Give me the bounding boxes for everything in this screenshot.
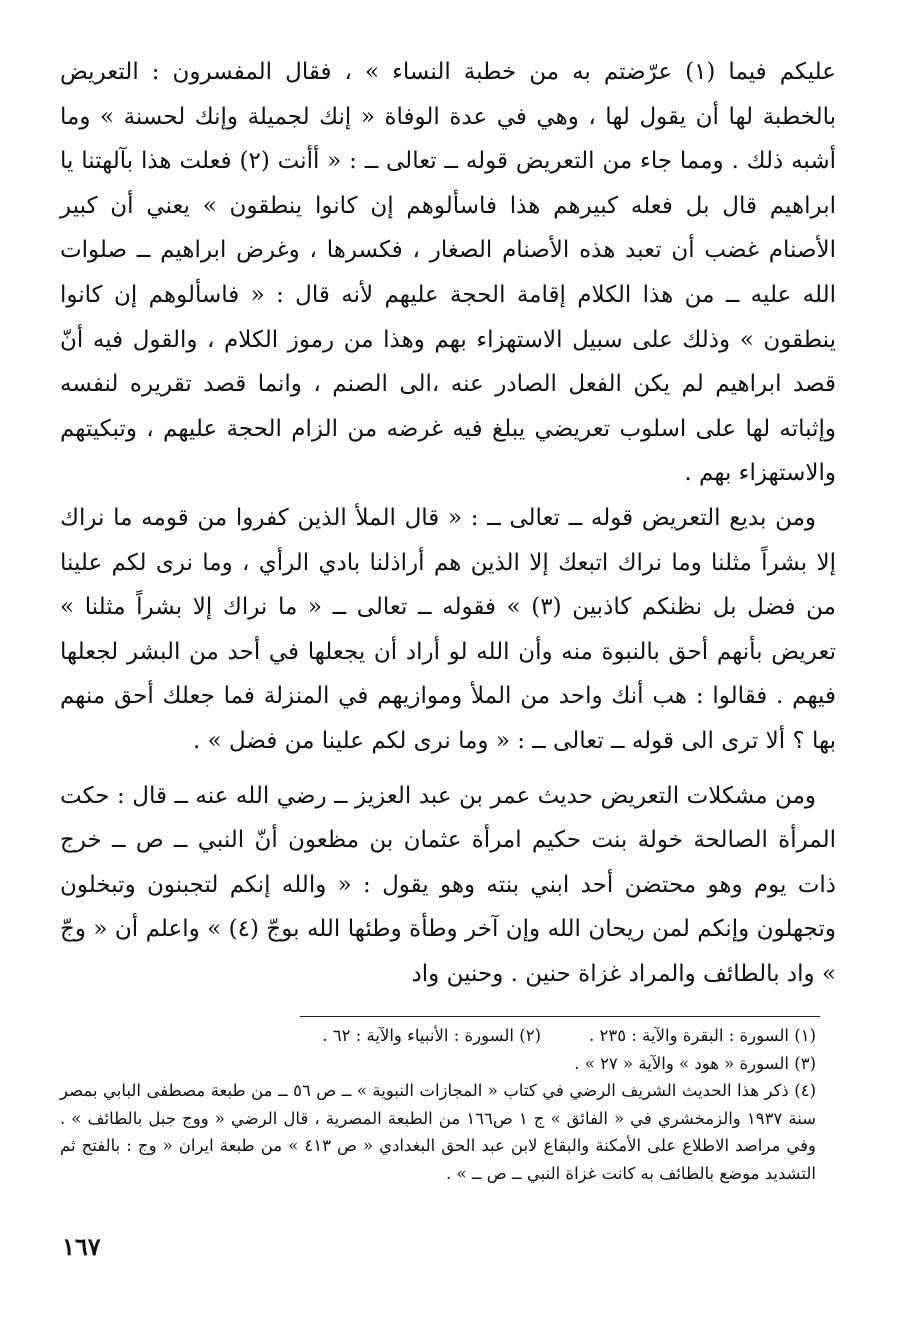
footnote-1: (١) السورة : البقرة والآية : ٢٣٥ .: [589, 1026, 816, 1045]
footnote-4: (٤) ذكر هذا الحديث الشريف الرضي في كتاب « المجازات النبوية » ــ ص ٥٦ ــ من طبعة مصطفى البابي بمصر سنة ١٩٣٧ والزمخشري في « الفائق » ج ١ ص١٦٦ من الطبعة المصرية ، قال الرضي « ووج جبل بالطائف » . وفي مراصد الاطلاع على الأمكنة والبقاع لابن عبد الحق البغدادي « ص ٤١٣ » من طبعة ايران « وج : بالفتح ثم التشديد موضع بالطائف به كانت غزاة النبي ــ ص ــ » .: [60, 1081, 817, 1183]
page-number: ١٦٧: [62, 1232, 101, 1261]
paragraph-1: عليكم فيما (١) عرّضتم به من خطبة النساء » ، فقال المفسرون : التعريض بالخطبة لها أن يقول لها ، وهي في عدة الوفاة « إنك لجميلة وإنك لحسنة » وما أشبه ذلك . ومما جاء من التعريض قوله ــ تعالى ــ : « أأنت (٢) فعلت هذا بآلهتنا يا ابراهيم قال بل فعله كبيرهم هذا فاسألوهم إن كانوا ينطقون » يعني أن كبير الأصنام غضب أن تعبد هذه الأصنام الصغار ، فكسرها ، وغرض ابراهيم ــ صلوات الله عليه ــ من هذا الكلام إقامة الحجة عليهم لأنه قال : « فاسألوهم إن كانوا ينطقون » وذلك على سبيل الاستهزاء بهم وهذا من رموز الكلام ، والقول فيه أنّ قصد ابراهيم لم يكن الفعل الصادر عنه ،الى الصنم ، وانما قصد تقريره لنفسه وإثباته لها على اسلوب تعريضي يبلغ فيه غرضه من الزام الحجة عليهم ، وتبكيتهم والاستهزاء بهم .: [60, 59, 837, 487]
footnotes: [60, 1022, 838, 1187]
footnote-row-1: [60, 1022, 838, 1050]
footnote-row-2: [60, 1050, 838, 1078]
footnote-2: (٢) السورة : الأنبياء والآية : ٦٢ .: [322, 1026, 541, 1045]
main-text: [60, 50, 836, 996]
paragraph-2: ومن بديع التعريض قوله ــ تعالى ــ : « قال الملأ الذين كفروا من قومه ما نراك إلا بشراً مثلنا وما نراك اتبعك إلا الذين هم أراذلنا بادي الرأي ، وما نرى لكم علينا من فضل بل نظنكم كاذبين (٣) » فقوله ــ تعالى ــ « ما نراك إلا بشراً مثلنا » تعريض بأنهم أحق بالنبوة منه وأن الله لو أراد أن يجعلها في أحد من البشر لجعلها فيهم . فقالوا : هب أنك واحد من الملأ وموازيهم في المنزلة فما جعلك أحق منهم بها ؟ ألا ترى الى قوله ــ تعالى ــ : « وما نرى لكم علينا من فضل » .: [60, 504, 836, 754]
footnote-separator: [300, 1016, 820, 1017]
paragraph-3: ومن مشكلات التعريض حديث عمر بن عبد العزيز ــ رضي الله عنه ــ قال : حكت المرأة الصالحة خولة بنت حكيم امرأة عثمان بن مظعون أنّ النبي ــ ص ــ خرج ذات يوم وهو محتضن أحد ابني بنته وهو يقول : « والله إنكم لتجبنون وتبخلون وتجهلون وإنكم لمن ريحان الله وإن آخر وطأة وطئها الله بوجّ (٤) » واعلم أن « وجّ » واد بالطائف والمراد غزاة حنين . وحنين واد: [60, 782, 836, 987]
footnote-3: (٣) السورة « هود » والآية « ٢٧ » .: [574, 1053, 816, 1073]
